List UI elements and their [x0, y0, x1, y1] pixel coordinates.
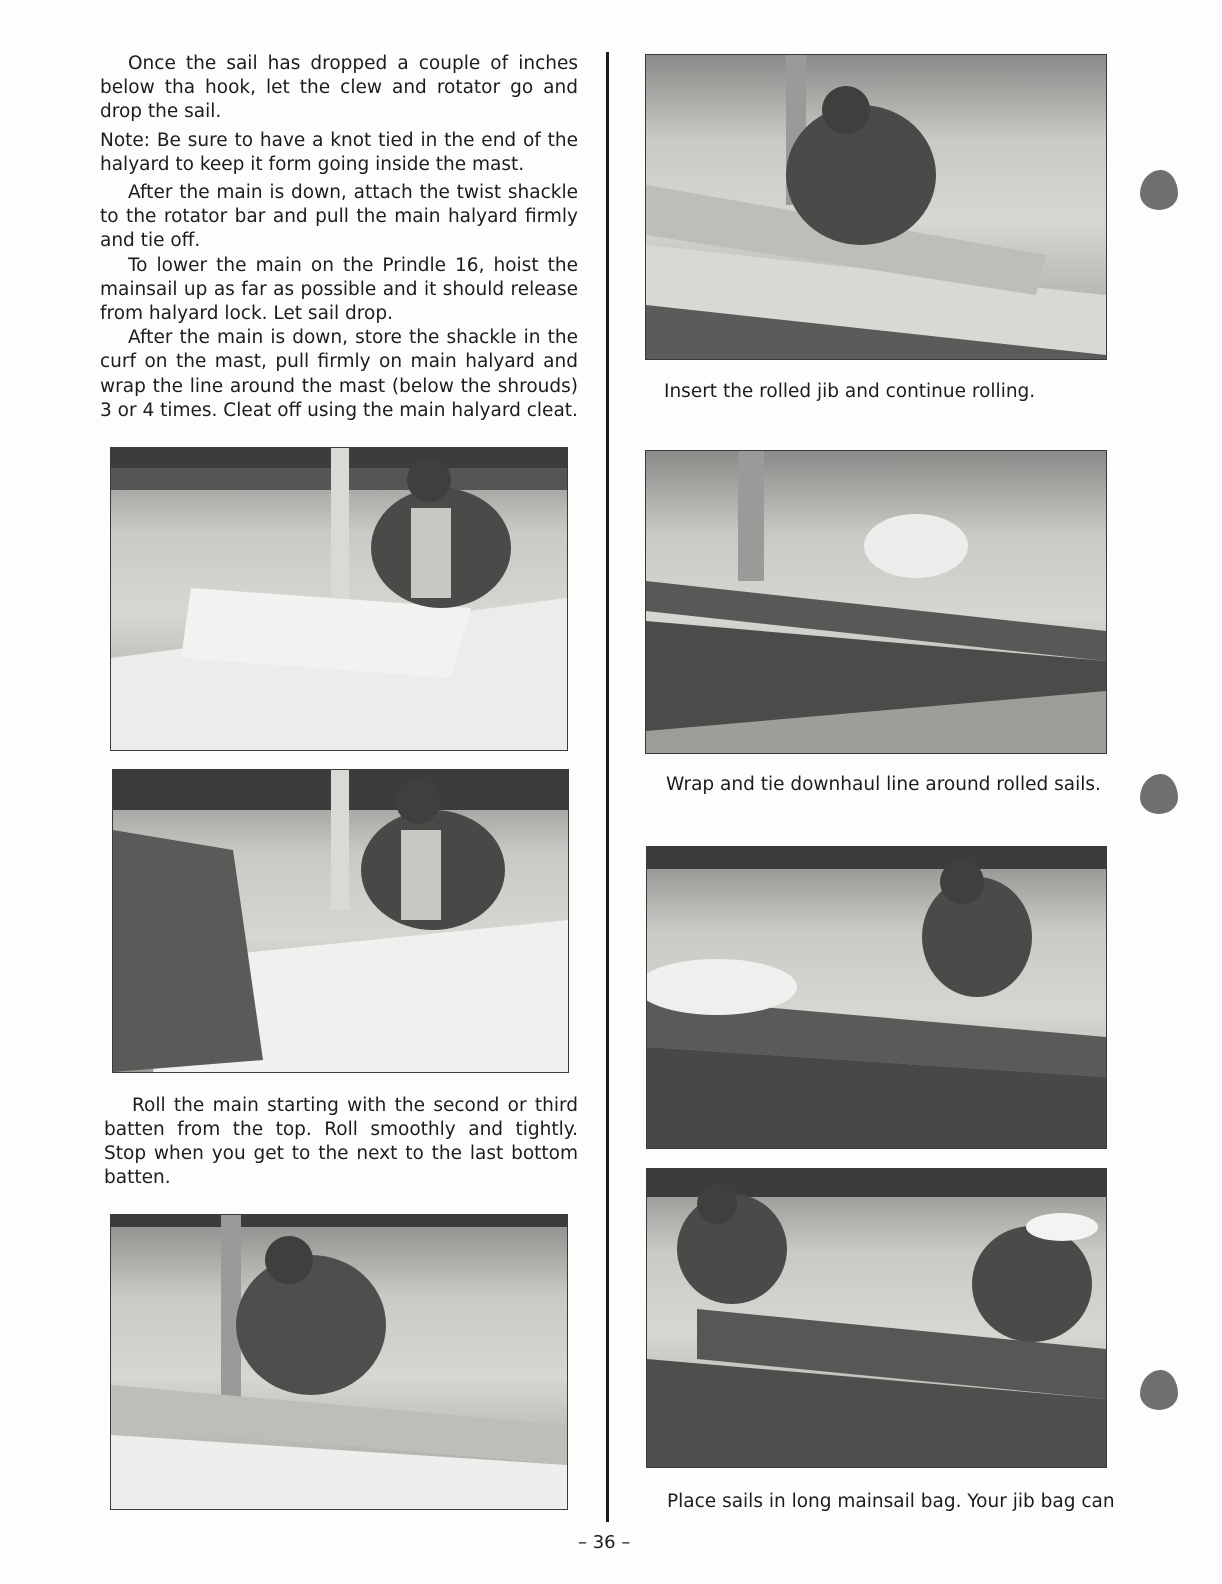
intro-text-block	[100, 52, 578, 423]
page-number: – 36 –	[578, 1532, 631, 1553]
photo-bagging-2	[646, 1168, 1107, 1468]
paragraph-store-shackle: After the main is down, store the shackle in the curf on the mast, pull firmly on main halyard and wrap the line around the mast (below the shrouds) 3 or 4 times. Cleat off using the main halyard cleat.	[100, 327, 578, 421]
caption-place-sails: Place sails in long mainsail bag. Your jib bag can	[667, 1491, 1115, 1512]
paragraph-prindle-16: To lower the main on the Prindle 16, hoist the mainsail up as far as possible and it should release from halyard lock. Let sail drop.	[100, 254, 578, 325]
photo-wrap-downhaul	[645, 450, 1107, 754]
caption-insert-jib: Insert the rolled jib and continue rolling.	[664, 381, 1036, 402]
paragraph-twist-shackle: After the main is down, attach the twist shackle to the rotator bar and pull the main halyard firmly and tie off.	[100, 182, 578, 252]
column-divider	[606, 52, 609, 1522]
margin-tab-top	[1140, 170, 1178, 210]
margin-tab-bottom	[1140, 1370, 1178, 1410]
photo-bagging-1	[646, 846, 1107, 1149]
paragraph-note-knot: Note: Be sure to have a knot tied in the end of the halyard to keep it form going inside the mast.	[100, 129, 578, 175]
caption-roll-main: Roll the main starting with the second or third batten from the top. Roll smoothly and tightly. Stop when you get to the next to the last bottom batten.	[104, 1095, 578, 1188]
margin-tab-middle	[1140, 774, 1178, 814]
photo-rolling-main-2	[112, 769, 569, 1073]
photo-rolling-main-1	[110, 447, 568, 751]
paragraph-sail-dropped: Once the sail has dropped a couple of inches below tha hook, let the clew and rotator go and drop the sail.	[100, 53, 578, 123]
photo-rolling-main-3	[110, 1214, 568, 1510]
caption-wrap-downhaul: Wrap and tie downhaul line around rolled sails.	[666, 774, 1101, 795]
photo-insert-jib	[645, 54, 1107, 360]
